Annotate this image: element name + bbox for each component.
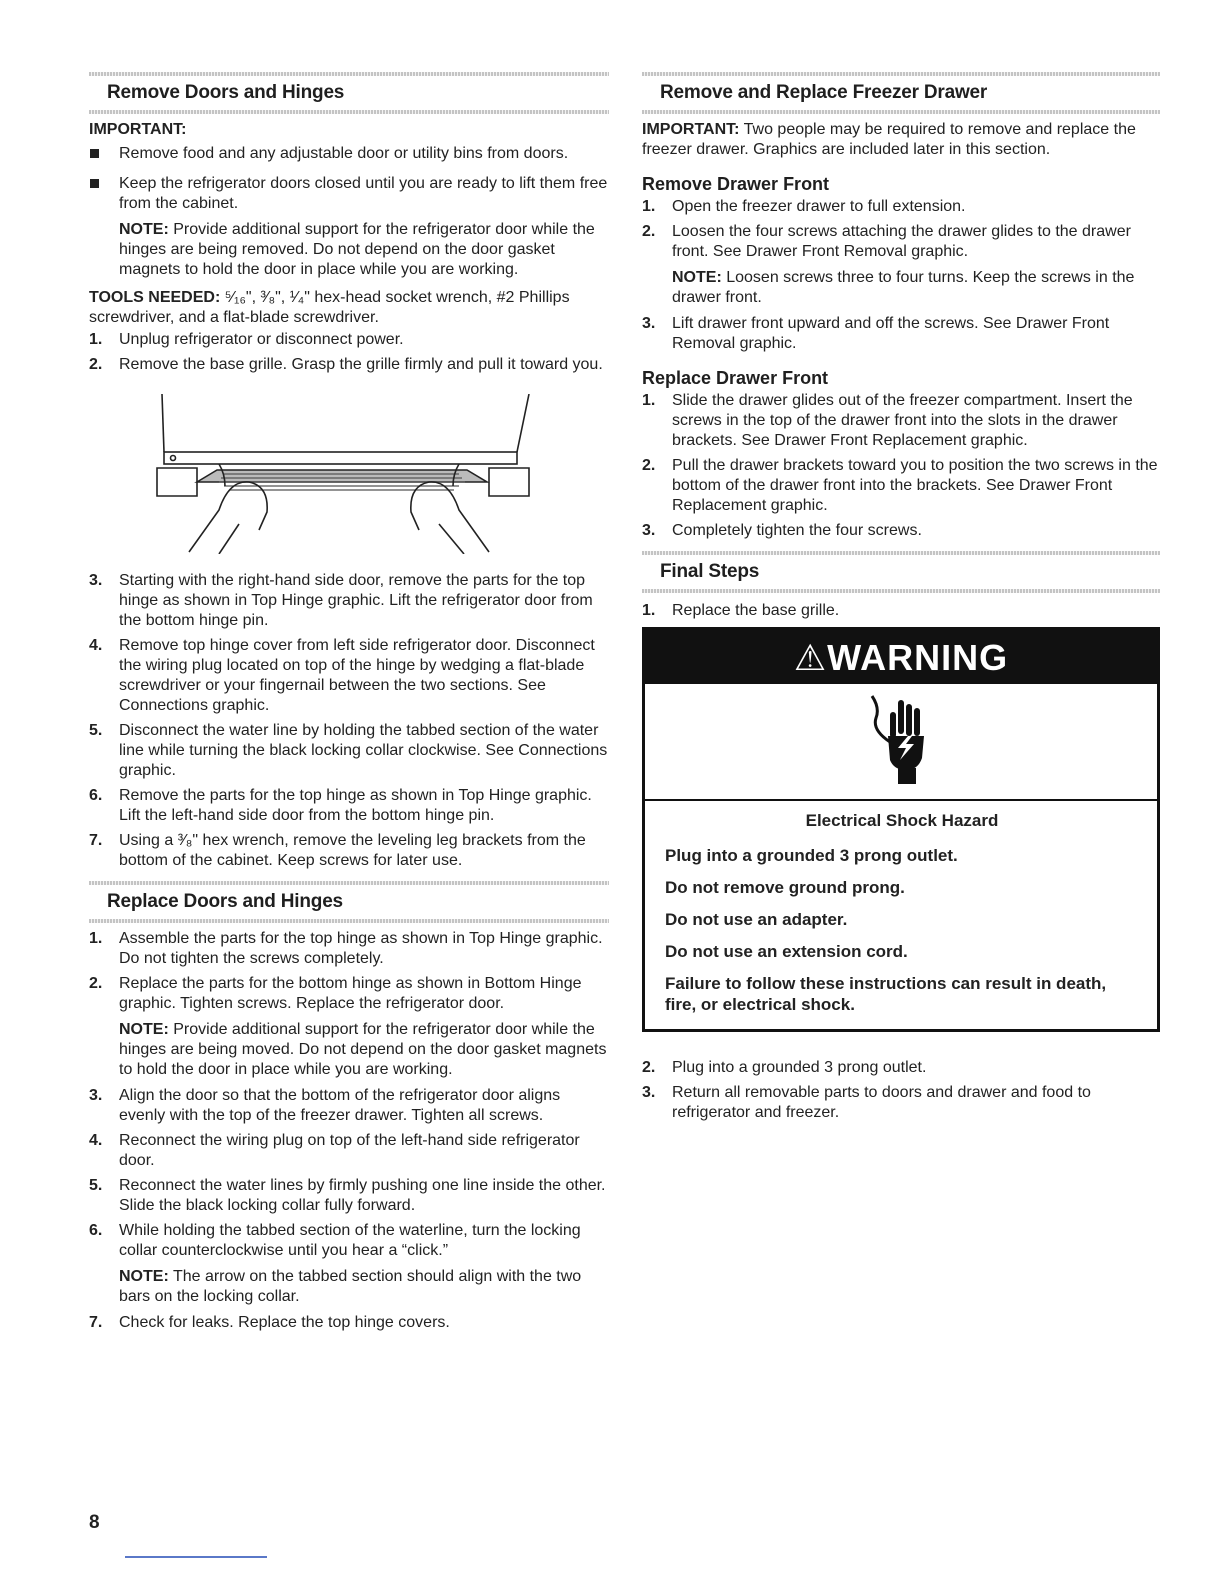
step-text: Using a ³⁄₈" hex wrench, remove the leveling leg brackets from the bottom of the cabinet. Keep screws for later use.: [119, 832, 586, 869]
step-text: Loosen the four screws attaching the drawer glides to the drawer front. See Drawer Front Removal graphic.: [672, 223, 1131, 260]
left-column: [89, 72, 609, 1338]
note-paragraph: [119, 1267, 609, 1307]
step-number: 2.: [89, 356, 103, 373]
section-title: Replace Doors and Hinges: [107, 891, 343, 912]
right-column: [642, 72, 1160, 1128]
step-item: [89, 636, 609, 716]
remove-steps-a: [89, 330, 609, 375]
step-number: 3.: [642, 1084, 656, 1101]
note-paragraph: [119, 1020, 609, 1080]
step-text: Open the freezer drawer to full extension.: [672, 198, 966, 215]
step-item: [89, 786, 609, 826]
warning-triangle-icon: ⚠: [793, 637, 828, 678]
step-text: Pull the drawer brackets toward you to position the two screws in the bottom of the drawer front into the brackets. See Drawer Front Replacement graphic.: [672, 457, 1158, 514]
step-text: Starting with the right-hand side door, remove the parts for the top hinge as shown in Top Hinge graphic. Lift the refrigerator door from the bottom hinge pin.: [119, 572, 593, 629]
step-item: [642, 1058, 1160, 1078]
electrical-shock-icon: [866, 692, 936, 792]
step-item: [89, 1221, 609, 1261]
bullet-text: Keep the refrigerator doors closed until you are ready to lift them free from the cabinet.: [119, 175, 608, 212]
important-label: [89, 120, 609, 140]
step-text: Return all removable parts to doors and drawer and food to refrigerator and freezer.: [672, 1084, 1091, 1121]
note-label: NOTE:: [119, 221, 169, 238]
important-paragraph: [642, 120, 1160, 160]
warning-line: Do not remove ground prong.: [665, 878, 905, 897]
section-header-replace-doors: [89, 881, 609, 923]
step-item: [642, 1083, 1160, 1123]
remove-front-steps-b: [642, 314, 1160, 354]
warning-box: [642, 627, 1160, 1032]
step-number: 7.: [89, 1314, 103, 1331]
bullet-item: [89, 174, 609, 214]
warning-line: Plug into a grounded 3 prong outlet.: [665, 846, 958, 865]
step-number: 1.: [642, 198, 656, 215]
step-number: 6.: [89, 1222, 103, 1239]
important-text: Two people may be required to remove and replace the freezer drawer. Graphics are included later in this section.: [642, 121, 1136, 158]
step-text: Replace the parts for the bottom hinge as shown in Bottom Hinge graphic. Tighten screws. Replace the refrigerator door.: [119, 975, 582, 1012]
remove-steps-b: [89, 571, 609, 871]
step-item: [89, 1086, 609, 1126]
note-text: Provide additional support for the refrigerator door while the hinges are being moved. Do not depend on the door gasket magnets to hold the door in place while you are working.: [119, 1021, 607, 1078]
step-number: 6.: [89, 787, 103, 804]
step-number: 1.: [642, 392, 656, 409]
remove-front-steps-a: [642, 197, 1160, 262]
step-number: 1.: [89, 331, 103, 348]
warning-line: Failure to follow these instructions can result in death, fire, or electrical shock.: [665, 974, 1107, 1014]
final-steps-a: [642, 601, 1160, 621]
step-item: [89, 974, 609, 1014]
step-number: 2.: [642, 223, 656, 240]
subheading-remove-drawer-front: Remove Drawer Front: [642, 174, 830, 194]
step-number: 3.: [89, 572, 103, 589]
step-item: [89, 355, 609, 375]
section-title: Final Steps: [660, 561, 760, 582]
step-item: [642, 456, 1160, 516]
warning-icon-area: [645, 684, 1157, 801]
step-number: 4.: [89, 1132, 103, 1149]
note-text: The arrow on the tabbed section should align with the two bars on the locking collar.: [119, 1268, 582, 1305]
step-text: Lift drawer front upward and off the screws. See Drawer Front Removal graphic.: [672, 315, 1110, 352]
tools-label: TOOLS NEEDED:: [89, 289, 221, 306]
warning-line: Do not use an extension cord.: [665, 942, 908, 961]
step-item: [89, 721, 609, 781]
bullet-item: Remove food and any adjustable door or utility bins from doors.: [89, 144, 609, 164]
step-number: 3.: [642, 315, 656, 332]
section-title: Remove Doors and Hinges: [107, 82, 345, 103]
important-label-text: IMPORTANT:: [89, 121, 187, 138]
step-item: [89, 831, 609, 871]
step-item: [89, 330, 609, 350]
hazard-title: Electrical Shock Hazard: [805, 811, 999, 830]
note-paragraph: [119, 220, 609, 280]
replace-steps-c: [89, 1313, 609, 1333]
step-text: Remove top hinge cover from left side refrigerator door. Disconnect the wiring plug located on top of the hinge by wedging a flat-blade screwdriver or your fingernail between the two sections. See Connections graphic.: [119, 637, 595, 714]
step-number: 2.: [642, 457, 656, 474]
step-item: [642, 391, 1160, 451]
step-number: 7.: [89, 832, 103, 849]
note-paragraph: [672, 268, 1160, 308]
note-label: NOTE:: [672, 269, 722, 286]
step-text: Unplug refrigerator or disconnect power.: [119, 331, 404, 348]
note-text: Provide additional support for the refrigerator door while the hinges are being removed. Do not depend on the door gasket magnets to hold the door in place while you are working.: [119, 221, 595, 278]
step-item: [89, 571, 609, 631]
step-item: [642, 521, 1160, 541]
step-text: Plug into a grounded 3 prong outlet.: [672, 1059, 927, 1076]
replace-steps-a: [89, 929, 609, 1014]
step-item: [642, 222, 1160, 262]
step-text: Completely tighten the four screws.: [672, 522, 922, 539]
section-header-freezer-drawer: [642, 72, 1160, 114]
replace-steps-b: [89, 1086, 609, 1261]
important-label: IMPORTANT:: [642, 121, 740, 138]
step-number: 5.: [89, 1177, 103, 1194]
step-item: [89, 1313, 609, 1333]
warning-body: [645, 801, 1157, 1029]
step-text: Reconnect the water lines by firmly pushing one line inside the other. Slide the black locking collar fully forward.: [119, 1177, 606, 1214]
step-number: 1.: [642, 602, 656, 619]
warning-line: Do not use an adapter.: [665, 910, 848, 929]
section-title: Remove and Replace Freezer Drawer: [660, 82, 988, 103]
step-text: Slide the drawer glides out of the freezer compartment. Insert the screws in the top of the drawer front into the slots in the drawer brackets. See Drawer Front Replacement graphic.: [672, 392, 1133, 449]
step-item: [642, 197, 1160, 217]
step-text: Assemble the parts for the top hinge as shown in Top Hinge graphic. Do not tighten the screws completely.: [119, 930, 603, 967]
step-number: 3.: [89, 1087, 103, 1104]
section-header-final-steps: [642, 551, 1160, 593]
tools-text: ⁵⁄₁₆", ³⁄₈", ¹⁄₄" hex-head socket wrench, #2 Phillips screwdriver, and a flat-blade screwdriver.: [89, 289, 570, 326]
step-text: Align the door so that the bottom of the refrigerator door aligns evenly with the top of the freezer drawer. Tighten all screws.: [119, 1087, 561, 1124]
footer-rule: [125, 1556, 267, 1558]
step-text: While holding the tabbed section of the waterline, turn the locking collar counterclockwise until you hear a “click.”: [119, 1222, 581, 1259]
step-number: 1.: [89, 930, 103, 947]
important-bullets: [89, 144, 609, 214]
step-item: [89, 1131, 609, 1171]
base-grille-removal-illustration: [129, 394, 549, 554]
step-number: 3.: [642, 522, 656, 539]
step-text: Reconnect the wiring plug on top of the left-hand side refrigerator door.: [119, 1132, 580, 1169]
section-header-remove-doors: [89, 72, 609, 114]
step-text: Disconnect the water line by holding the tabbed section of the water line while turning the black locking collar clockwise. See Connections graphic.: [119, 722, 608, 779]
step-item: [89, 1176, 609, 1216]
step-item: [642, 314, 1160, 354]
step-item: [642, 601, 1160, 621]
step-text: Remove the parts for the top hinge as shown in Top Hinge graphic. Lift the left-hand side door from the bottom hinge pin.: [119, 787, 592, 824]
note-label: NOTE:: [119, 1268, 169, 1285]
final-steps-b: [642, 1058, 1160, 1123]
subheading-replace-drawer-front: Replace Drawer Front: [642, 368, 829, 388]
warning-banner: [645, 630, 1157, 684]
replace-front-steps: [642, 391, 1160, 541]
page-number: 8: [89, 1512, 100, 1533]
step-number: 2.: [89, 975, 103, 992]
note-label: NOTE:: [119, 1021, 169, 1038]
step-text: Remove the base grille. Grasp the grille firmly and pull it toward you.: [119, 356, 603, 373]
step-item: [89, 929, 609, 969]
step-text: Replace the base grille.: [672, 602, 840, 619]
tools-needed: [89, 288, 609, 328]
warning-title: WARNING: [827, 637, 1009, 678]
step-text: Check for leaks. Replace the top hinge covers.: [119, 1314, 450, 1331]
step-number: 5.: [89, 722, 103, 739]
step-number: 2.: [642, 1059, 656, 1076]
note-text: Loosen screws three to four turns. Keep the screws in the drawer front.: [672, 269, 1135, 306]
step-number: 4.: [89, 637, 103, 654]
